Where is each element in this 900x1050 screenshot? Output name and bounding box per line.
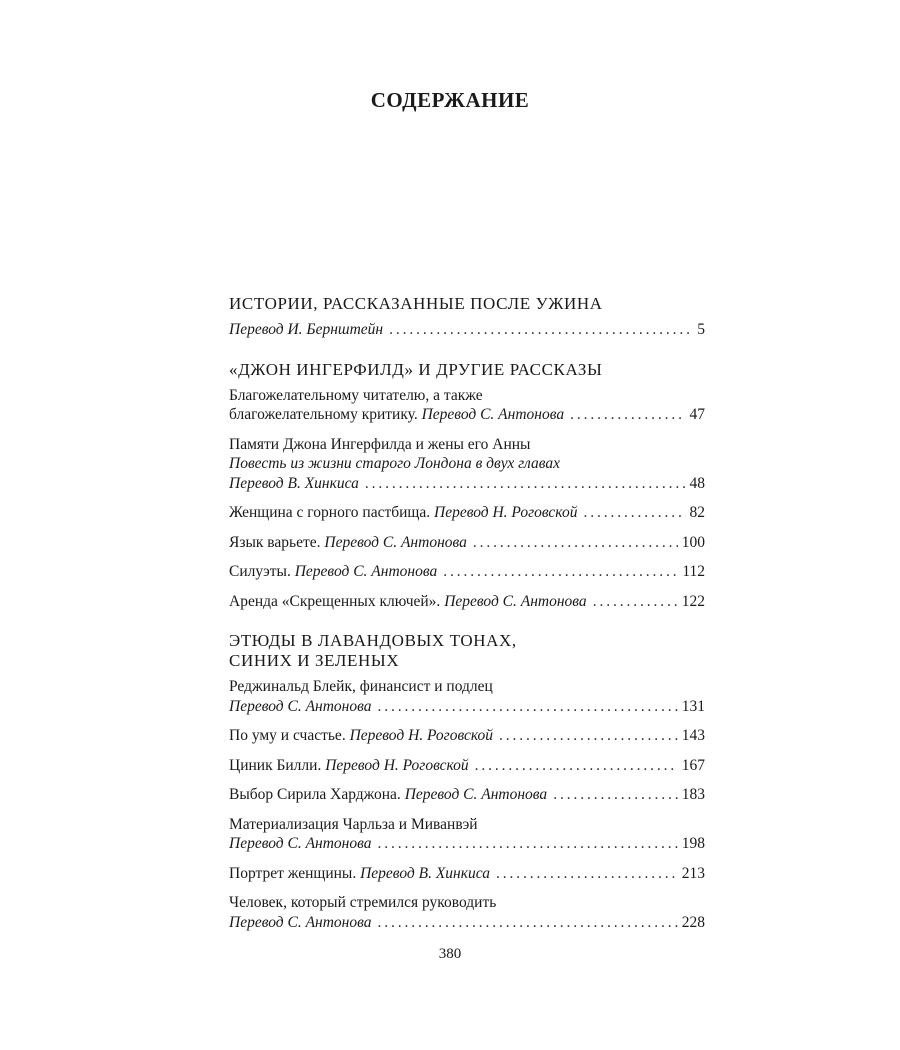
entry-subtitle: Повесть из жизни старого Лондона в двух главах — [229, 455, 560, 472]
entry-label — [229, 864, 490, 884]
dot-leader — [499, 726, 678, 746]
entry-translator: Перевод С. Антонова — [324, 533, 467, 551]
entry-title: Женщина с горного пастбища. — [229, 504, 431, 521]
entry-page-number: 183 — [681, 786, 705, 803]
toc-entry[interactable] — [229, 533, 705, 553]
entry-translator: Перевод В. Хинкиса — [360, 864, 490, 882]
entry-label — [229, 405, 564, 425]
dot-leader — [570, 405, 685, 425]
toc-section — [229, 360, 705, 612]
entry-title: Циник Билли. — [229, 756, 322, 774]
entry-label — [229, 726, 493, 746]
entry-page-number: 143 — [681, 727, 705, 744]
toc-entry[interactable] — [229, 435, 705, 494]
section-title-line: «ДЖОН ИНГЕРФИЛД» И ДРУГИЕ РАССКАЗЫ — [229, 359, 603, 379]
entry-page-number: 5 — [697, 321, 705, 338]
toc-section — [229, 631, 705, 932]
entry-lead-line — [229, 726, 705, 746]
page-number: 380 — [438, 946, 462, 962]
entry-lead-line — [229, 785, 705, 805]
entry-lead-line — [229, 834, 705, 854]
section-title-line: СИНИХ И ЗЕЛЕНЫХ — [229, 651, 400, 670]
entry-title: Портрет женщины. — [229, 864, 357, 882]
entry-translator: Перевод С. Антонова — [229, 697, 372, 715]
dot-leader — [378, 834, 678, 854]
entry-label — [229, 834, 372, 854]
entry-label — [229, 474, 359, 494]
entry-lead-line — [229, 864, 705, 884]
entry-title: Памяти Джона Ингерфилда и жены его Анны — [229, 435, 531, 453]
dot-leader — [583, 503, 685, 523]
section-title-line: ИСТОРИИ, РАССКАЗАННЫЕ ПОСЛЕ УЖИНА — [229, 294, 603, 313]
entry-lead-line — [229, 320, 705, 340]
entry-title: Выбор Сирила Харджона. — [229, 786, 401, 803]
entry-lead-line — [229, 405, 705, 425]
toc-entry[interactable] — [229, 562, 705, 582]
entry-label — [229, 785, 547, 805]
entry-translator: Перевод В. Хинкиса — [229, 474, 359, 492]
entry-label — [229, 756, 469, 776]
entry-page-number: 47 — [689, 406, 705, 423]
dot-leader — [378, 913, 678, 933]
entry-label — [229, 503, 577, 523]
entry-translator: Перевод С. Антонова — [294, 563, 438, 580]
entry-page-number: 82 — [689, 504, 705, 521]
dot-leader — [496, 864, 678, 884]
entry-title: Аренда «Скрещенных ключей». — [229, 592, 441, 610]
entry-translator: Перевод Н. Роговской — [325, 756, 469, 774]
entry-page-number: 213 — [681, 864, 705, 882]
page-title: СОДЕРЖАНИЕ — [370, 88, 530, 112]
toc-entry[interactable] — [229, 592, 705, 612]
entry-page-number: 122 — [681, 592, 705, 610]
entry-title: Силуэты. — [229, 563, 291, 580]
entry-page-number: 131 — [681, 697, 705, 715]
entry-title: Человек, который стремился руководить — [229, 894, 497, 911]
entry-lead-line — [229, 474, 705, 494]
entry-page-number: 198 — [681, 835, 705, 852]
section-title — [229, 631, 705, 671]
entry-page-number: 167 — [681, 756, 705, 774]
entry-translator: Перевод С. Антонова — [229, 913, 372, 931]
entry-translator: Перевод Н. Роговской — [349, 727, 494, 744]
entry-page-number: 48 — [689, 474, 705, 492]
toc-entry[interactable] — [229, 785, 705, 805]
toc-entry[interactable] — [229, 320, 705, 340]
toc-entry[interactable] — [229, 815, 705, 854]
entry-page-number: 112 — [682, 563, 705, 580]
entry-title: По уму и счастье. — [229, 727, 346, 744]
toc-entry[interactable] — [229, 756, 705, 776]
entry-lead-line — [229, 697, 705, 717]
toc-section — [229, 294, 705, 340]
dot-leader — [593, 592, 678, 612]
toc-entry[interactable] — [229, 726, 705, 746]
dot-leader — [389, 320, 691, 340]
dot-leader — [475, 756, 678, 776]
entry-lead-line — [229, 592, 705, 612]
entry-translator: Перевод И. Бернштейн — [229, 321, 384, 338]
entry-label — [229, 562, 437, 582]
entry-title: Благожелательному читателю, а также — [229, 386, 483, 404]
entry-label — [229, 533, 467, 553]
entry-translator: Перевод С. Антонова — [229, 835, 372, 852]
dot-leader — [443, 562, 678, 582]
section-title — [229, 360, 705, 380]
entry-lead-line — [229, 533, 705, 553]
entry-title: Реджинальд Блейк, финансист и подлец — [229, 678, 493, 695]
entry-lead-line — [229, 562, 705, 582]
section-title — [229, 294, 705, 314]
toc-entry[interactable] — [229, 864, 705, 884]
entry-page-number: 228 — [681, 913, 705, 931]
dot-leader — [365, 474, 686, 494]
entry-translator: Перевод С. Антонова — [404, 786, 548, 803]
entry-page-number: 100 — [681, 533, 705, 551]
dot-leader — [378, 697, 678, 717]
section-title-line: ЭТЮДЫ В ЛАВАНДОВЫХ ТОНАХ, — [229, 631, 517, 650]
entry-lead-line — [229, 756, 705, 776]
dot-leader — [473, 533, 678, 553]
entry-label — [229, 592, 587, 612]
entry-lead-line — [229, 503, 705, 523]
toc-entry[interactable] — [229, 386, 705, 425]
toc-entry[interactable] — [229, 677, 705, 716]
entry-label — [229, 913, 372, 933]
entry-title: Язык варьете. — [229, 533, 321, 551]
toc-entry[interactable] — [229, 893, 705, 932]
entry-translator: Перевод С. Антонова — [444, 592, 587, 610]
entry-title: Материализация Чарльза и Миванвэй — [229, 815, 478, 833]
entry-translator: Перевод Н. Роговской — [434, 504, 578, 521]
entry-lead-line — [229, 913, 705, 933]
entry-label — [229, 697, 372, 717]
entry-translator: Перевод С. Антонова — [421, 406, 565, 423]
toc-entry[interactable] — [229, 503, 705, 523]
table-of-contents — [229, 294, 705, 952]
entry-title: благожелательному критику. — [229, 406, 418, 423]
dot-leader — [553, 785, 678, 805]
entry-label — [229, 320, 383, 340]
